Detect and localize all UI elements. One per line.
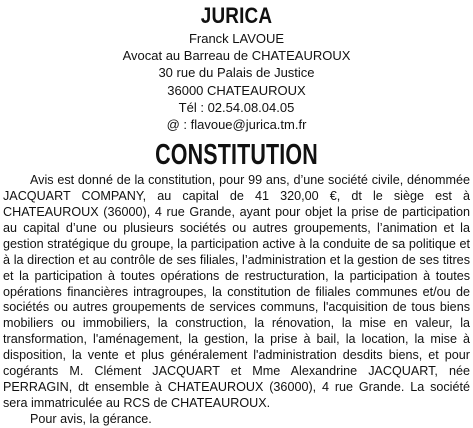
email-address: @ : flavoue@jurica.tm.fr xyxy=(166,117,307,133)
postal-city: 36000 CHATEAUROUX xyxy=(167,82,306,98)
street-address: 30 rue du Palais de Justice xyxy=(158,65,315,81)
notice-body: Avis est donné de la constitution, pour 99 ans, d’une société civile, dénommée JACQUART COMPANY, au capital de 41 320,00 €, dt le siège est à CHATEAUROUX (36000), 4 rue Grande, ayant pour objet la prise de participation au capital d’une ou plusieurs sociétés ou autres groupements, l’animation et la gestion stratégique du groupe, la participation active à la conduite de sa politique et à la direction et au contrôle de ses filiales, l’administration et la gestion de ses titres et la participation à toutes opérations de restructuration, la participation à toutes opérations financières intragroupes, la constitution de filiales communes et/ou de sociétés ou autres groupements de services communs, l'acquisition de tous biens mobiliers ou immobiliers, la construction, la rénovation, la mise en valeur, la transformation, l'aménagement, la gestion, la prise à bail, la location, la mise à disposition, la vente et plus généralement l'administration desdits biens, et pour cogérants M. Clément JACQUART et Mme Alexandrine JACQUART, née PERRAGIN, dt ensemble à CHATEAUROUX (36000), 4 rue Grande. La société sera immatriculée au RCS de CHATEAUROUX. xyxy=(3,173,470,410)
notice-heading: CONSTITUTION xyxy=(155,139,318,172)
lawyer-title: Avocat au Barreau de CHATEAUROUX xyxy=(122,48,351,64)
contact-block xyxy=(3,30,470,133)
lawyer-name: Franck LAVOUE xyxy=(188,31,285,46)
phone-number: Tél : 02.54.08.04.05 xyxy=(178,99,295,115)
notice-body-block xyxy=(3,173,470,428)
notice-signature: Pour avis, la gérance. xyxy=(30,411,152,426)
firm-name: JURICA xyxy=(200,3,273,28)
